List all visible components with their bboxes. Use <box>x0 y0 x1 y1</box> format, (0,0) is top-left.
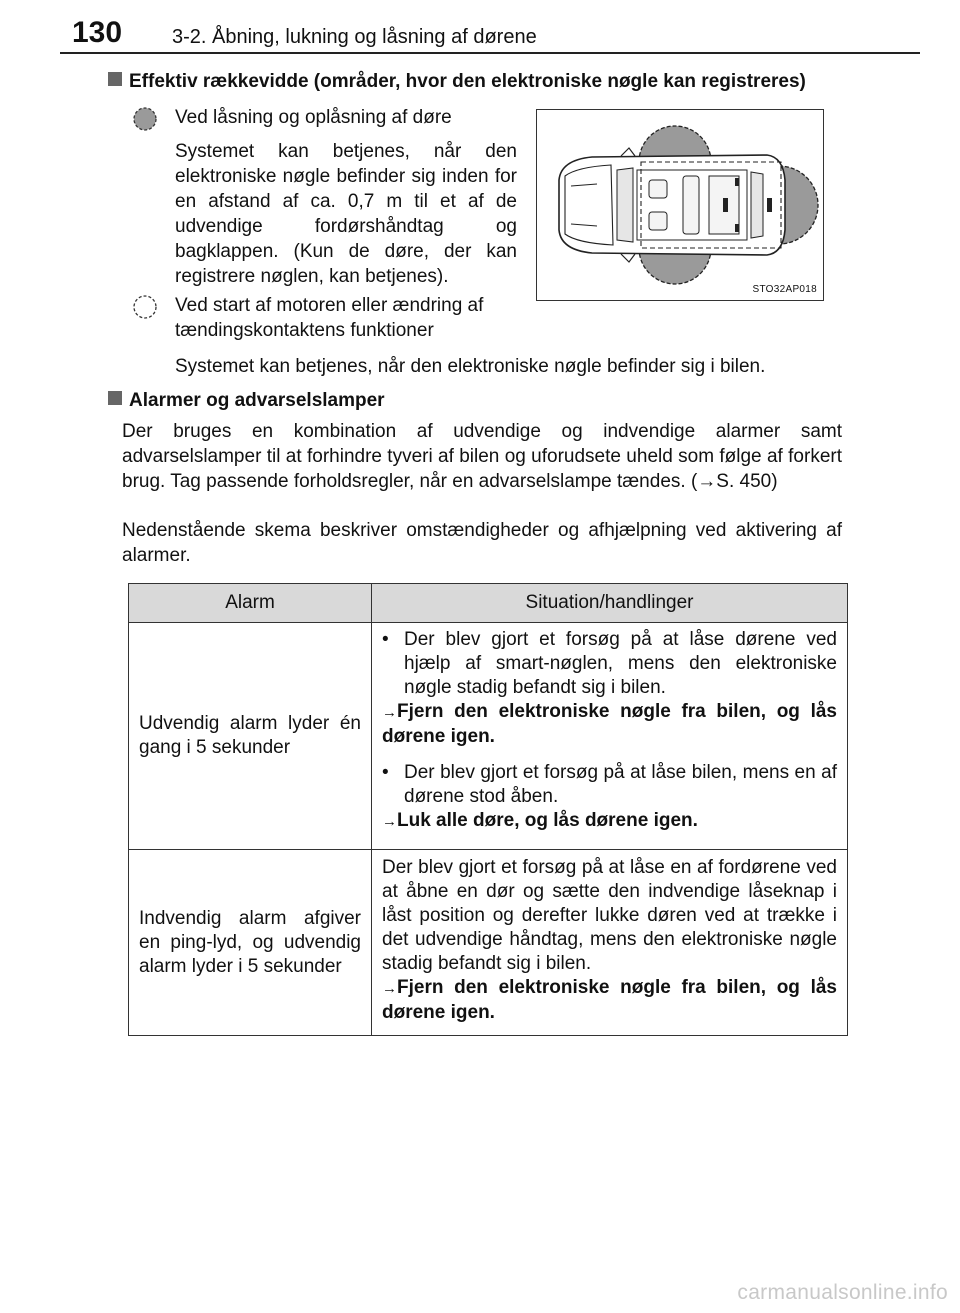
section-heading-range <box>108 71 806 93</box>
column-header-alarm: Alarm <box>129 584 372 623</box>
car-top-view-illustration <box>537 110 823 300</box>
bullet-dot: • <box>382 629 389 650</box>
alarms-paragraph-2: Nedenstående skema beskriver omstændigheder og afhjælpning ved aktivering af alarmer. <box>122 520 842 566</box>
situation-cell <box>372 623 848 850</box>
watermark-footer: carmanualsonline.info <box>737 1281 948 1304</box>
column-header-situation: Situation/handlinger <box>372 584 848 623</box>
situation-text: Der blev gjort et forsøg på at låse bilen, mens en af dørene stod åben. <box>404 762 837 807</box>
dashed-circle-bullet-icon <box>132 294 158 320</box>
range-diagram <box>536 109 824 301</box>
list-item <box>382 761 837 809</box>
arrow-right-icon: → <box>382 704 397 721</box>
page-number: 130 <box>72 16 123 49</box>
section-heading-text: Alarmer og advarselslamper <box>129 390 385 411</box>
start-item-title: Ved start af motoren eller ændring af tændingskontaktens funktioner <box>175 295 484 341</box>
page-header <box>60 12 920 54</box>
table-row <box>129 850 848 1036</box>
table-header-row <box>129 584 848 623</box>
square-bullet-icon <box>108 72 122 86</box>
alarms-paragraph-1: Der bruges en kombination af udvendige og indvendige alarmer samt advarselslamper til at forhindre tyveri af bilen og uforudsete uheld som følge af forkert brug. Tag passende forholdsregler, når en advarselslampe tændes. (→S. 450) <box>122 421 842 492</box>
situation-text: Der blev gjort et forsøg på at låse en af fordørene ved at åbne en dør og sætte den indvendige låseknap i låst position og derefter lukke døren ved at trække i det udvendige håndtag, mens den elektroniske nøgle stadig befandt sig i bilen. <box>382 857 837 974</box>
alarm-cell: Indvendig alarm afgiver en ping-lyd, og udvendig alarm lyder i 5 sekunder <box>129 850 372 1036</box>
bullet-dot: • <box>382 762 389 783</box>
chapter-title: 3-2. Åbning, lukning og låsning af dørene <box>172 26 537 48</box>
situation-text: Der blev gjort et forsøg på at låse dørene ved hjælp af smart-nøglen, mens den elektroniske nøgle stadig befandt sig i bilen. <box>404 629 837 698</box>
action-text: →Fjern den elektroniske nøgle fra bilen, og lås dørene igen. <box>382 977 837 1023</box>
list-item <box>382 628 837 700</box>
alarm-table <box>128 583 848 1036</box>
action-text: →Fjern den elektroniske nøgle fra bilen, og lås dørene igen. <box>382 701 837 747</box>
dashed-circle-bullet-icon <box>132 106 158 132</box>
start-item-text: Systemet kan betjenes, når den elektroniske nøgle befinder sig i bilen. <box>175 356 766 377</box>
square-bullet-icon <box>108 391 122 405</box>
range-item-title: Ved låsning og oplåsning af døre <box>175 107 452 128</box>
alarm-cell: Udvendig alarm lyder én gang i 5 sekunder <box>129 623 372 850</box>
section-heading-text: Effektiv rækkevidde (områder, hvor den elektroniske nøgle kan registreres) <box>129 71 806 92</box>
situation-cell <box>372 850 848 1036</box>
arrow-right-icon: → <box>382 813 397 830</box>
section-heading-alarms <box>108 390 385 412</box>
range-item-text: Systemet kan betjenes, når den elektroniske nøgle befinder sig inden for en afstand af ca. 0,7 m til et af de udvendige fordørshåndtag og bagklappen. (Kun de døre, der kan registrere nøglen, kan betjenes). <box>175 141 517 287</box>
action-text: →Luk alle døre, og lås dørene igen. <box>382 810 698 831</box>
table-row <box>129 623 848 850</box>
figure-code: STO32AP018 <box>752 284 817 295</box>
arrow-right-icon: → <box>382 980 397 997</box>
